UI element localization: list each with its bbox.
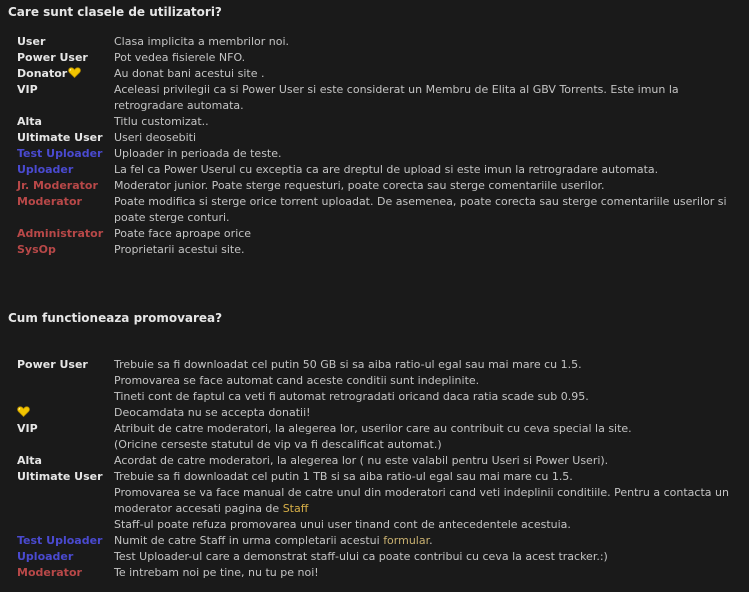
promo-row-test-uploader [17, 533, 734, 549]
promo-row-vip [17, 421, 734, 437]
spacer [17, 373, 114, 389]
class-label: Test Uploader [17, 147, 103, 160]
promo-row-uploader [17, 549, 734, 565]
promo-row-cont [17, 485, 734, 517]
class-desc: La fel ca Power Userul cu exceptia ca are dreptul de upload si este imun la retrogradare automata. [114, 163, 659, 176]
promo-desc: (Oricine cerseste statutul de vip va fi descalificat automat.) [114, 438, 442, 451]
promo-label: Alta [17, 454, 42, 467]
promo-row-moderator [17, 565, 734, 581]
class-desc: Poate modifica si sterge orice torrent uploadat. De asemenea, poate corecta sau sterge comentariile userilor si poate sterge conturi. [114, 195, 727, 224]
promo-desc: Promovarea se face automat cand aceste conditii sunt indeplinite. [114, 374, 480, 387]
promotion-section-title: Cum functioneaza promovarea? [8, 311, 223, 325]
class-desc: Moderator junior. Poate sterge requesturi, poate corecta sau sterge comentariile userilor. [114, 179, 605, 192]
promo-desc: Atribuit de catre moderatori, la alegerea lor, userilor care au contribuit cu ceva special la site. [114, 422, 632, 435]
class-desc: Aceleasi privilegii ca si Power User si este considerat un Membru de Elita al GBV Torrents. Este imun la retrogradare automata. [114, 83, 679, 112]
class-row-moderator [17, 194, 734, 226]
class-label: Uploader [17, 163, 74, 176]
promo-label: Ultimate User [17, 470, 103, 483]
class-desc: Uploader in perioada de teste. [114, 147, 282, 160]
promo-label: Test Uploader [17, 534, 103, 547]
promo-desc [114, 533, 734, 549]
class-desc: Proprietarii acestui site. [114, 243, 245, 256]
promo-text: Numit de catre Staff in urma completarii acestui [114, 534, 384, 547]
class-label: User [17, 35, 46, 48]
class-row-ultimate-user [17, 130, 734, 146]
formular-link[interactable]: formular [383, 534, 430, 547]
spacer [17, 485, 114, 517]
promo-desc: Deocamdata nu se accepta donatii! [114, 406, 311, 419]
spacer [17, 389, 114, 405]
class-desc: Useri deosebiti [114, 131, 197, 144]
promo-desc [114, 485, 734, 517]
class-desc: Titlu customizat.. [114, 115, 209, 128]
class-label: Donator [17, 67, 68, 80]
promo-label: Power User [17, 358, 88, 371]
class-row-sysop [17, 242, 734, 258]
promo-label: VIP [17, 422, 38, 435]
promo-label-donator [17, 405, 114, 421]
class-label: Administrator [17, 227, 104, 240]
promo-desc: Acordat de catre moderatori, la alegerea lor ( nu este valabil pentru Useri si Power Useri). [114, 454, 609, 467]
class-label-donator [17, 66, 114, 82]
promo-desc: Tineti cont de faptul ca veti fi automat retrogradati oricand daca ratia scade sub 0.95. [114, 390, 589, 403]
class-row-uploader [17, 162, 734, 178]
classes-list [17, 34, 734, 258]
staff-link[interactable]: Staff [282, 502, 309, 515]
promo-row-donator [17, 405, 734, 421]
promo-text: Promovarea se va face manual de catre unul din moderatori cand veti indeplinii conditiile. Pentru a contacta un moderator accesati pagina de [114, 486, 729, 515]
class-row-power-user [17, 50, 734, 66]
promo-row-alta [17, 453, 734, 469]
class-row-jr-moderator [17, 178, 734, 194]
spacer [17, 517, 114, 533]
promo-row-power-user [17, 357, 734, 373]
class-label: Ultimate User [17, 131, 103, 144]
class-desc: Clasa implicita a membrilor noi. [114, 35, 290, 48]
class-label: VIP [17, 83, 38, 96]
promo-desc: Test Uploader-ul care a demonstrat staff-ului ca poate contribui cu ceva la acest tracker.:) [114, 550, 608, 563]
class-label: SysOp [17, 243, 56, 256]
classes-section-title: Care sunt clasele de utilizatori? [8, 5, 222, 19]
class-label: Alta [17, 115, 42, 128]
class-desc: Pot vedea fisierele NFO. [114, 51, 246, 64]
promo-label: Moderator [17, 566, 82, 579]
promo-row-cont [17, 517, 734, 533]
class-row-administrator [17, 226, 734, 242]
spacer [17, 437, 114, 453]
class-label: Power User [17, 51, 88, 64]
promo-desc: Staff-ul poate refuza promovarea unui user tinand cont de antecedentele acestuia. [114, 518, 571, 531]
promotion-list [17, 357, 734, 581]
class-row-user [17, 34, 734, 50]
class-desc: Poate face aproape orice [114, 227, 252, 240]
class-row-donator [17, 66, 734, 82]
class-row-alta [17, 114, 734, 130]
class-label: Jr. Moderator [17, 179, 98, 192]
class-row-vip [17, 82, 734, 114]
class-desc: Au donat bani acestui site . [114, 67, 265, 80]
promo-label: Uploader [17, 550, 74, 563]
promo-desc: Trebuie sa fi downloadat cel putin 1 TB si sa aiba ratio-ul egal sau mai mare cu 1.5. [114, 470, 573, 483]
class-row-test-uploader [17, 146, 734, 162]
heart-icon [17, 406, 30, 417]
promo-desc: Te intrebam noi pe tine, nu tu pe noi! [114, 566, 319, 579]
promo-desc: Trebuie sa fi downloadat cel putin 50 GB si sa aiba ratio-ul egal sau mai mare cu 1.5. [114, 358, 582, 371]
promo-row-cont [17, 373, 734, 389]
promo-row-ultimate-user [17, 469, 734, 485]
promo-text: . [429, 534, 433, 547]
class-label: Moderator [17, 195, 82, 208]
promo-row-cont [17, 389, 734, 405]
promo-row-cont [17, 437, 734, 453]
heart-icon [68, 67, 81, 78]
